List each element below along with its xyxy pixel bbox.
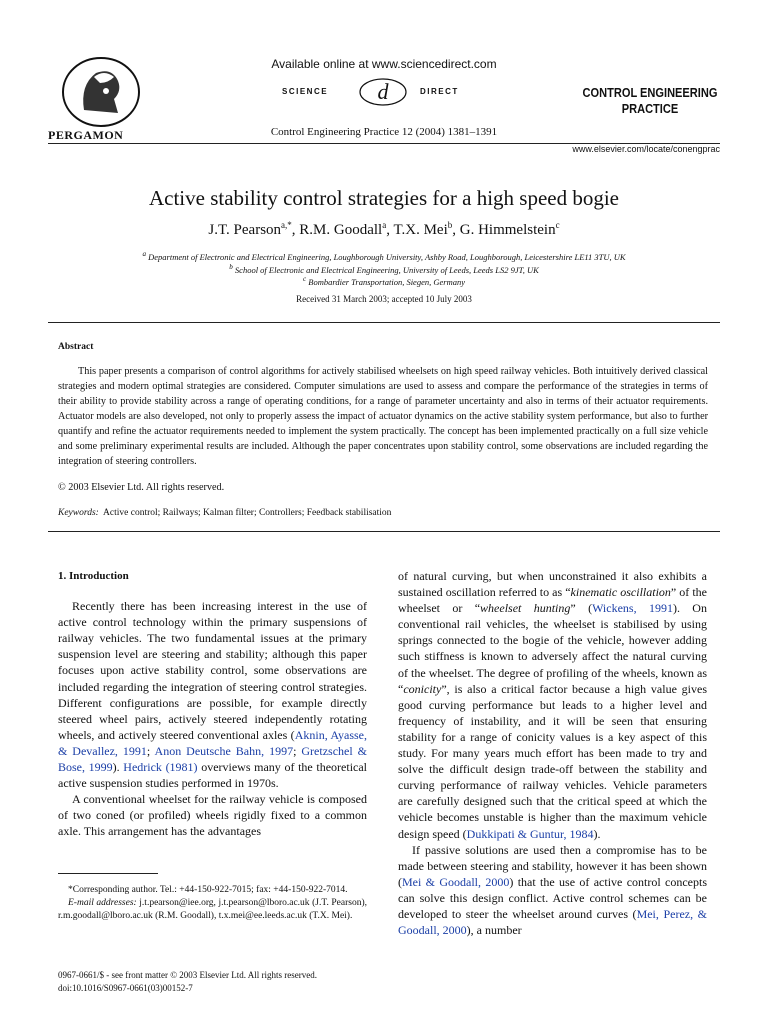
sciencedirect-logo xyxy=(282,77,512,107)
abstract-heading: Abstract xyxy=(58,342,94,352)
keywords-list: Active control; Railways; Kalman filter; Controllers; Feedback stabilisation xyxy=(103,508,392,518)
citation-link[interactable]: Dukkipati & Guntur, 1984 xyxy=(466,826,594,841)
sd-left-text: SCIENCE xyxy=(282,87,329,96)
affiliation-text: Bombardier Transportation, Siegen, Germany xyxy=(308,276,465,287)
email-label: E-mail addresses: xyxy=(68,898,137,908)
author-affil-mark: a,* xyxy=(281,220,292,230)
keywords xyxy=(58,508,391,518)
affiliation-text: School of Electronic and Electrical Engineering, University of Leeds, Leeds LS2 9JT, UK xyxy=(234,264,539,275)
citation-link[interactable]: Mei & Goodall, 2000 xyxy=(402,874,510,889)
journal-logo xyxy=(582,85,718,117)
doi-line[interactable]: doi:10.1016/S0967-0661(03)00152-7 xyxy=(58,983,193,993)
section-heading: 1. Introduction xyxy=(58,570,129,582)
sd-right-text: DIRECT xyxy=(420,87,459,96)
journal-name-line1: CONTROL ENGINEERING xyxy=(582,85,718,100)
received-dates: Received 31 March 2003; accepted 10 July 2003 xyxy=(296,294,472,304)
affiliation xyxy=(0,275,768,287)
affiliation xyxy=(0,263,768,275)
author-list: J.T. Pearson$^{a,*}$, R.M. Goodall$^a$, T.X. Mei$^b$, G. Himmelstein$^c$ xyxy=(208,220,560,238)
author-name[interactable]: G. Himmelstein xyxy=(459,222,556,238)
article-title: Active stability control strategies for a high speed bogie xyxy=(148,186,620,210)
body-paragraph: Recently there has been increasing interest in the use of active control technology within the primary suspensions of railway vehicles. The two fundamental issues at the primary suspension level are steering and stability; although this paper focuses upon active stability control, some observations are included regarding the integration of steering control strategies. Different configurations are possible, for example directly steered wheel pairs, actively steered independently rotating wheels, and actively steered conventional axles (Aknin, Ayasse, & Devallez, 1991; Anon Deutsche Bahn, 1997; Gretzschel & Bose, 1999). Hedrick (1981) overviews many of the theoretical active suspension studies performed in 1970s. xyxy=(58,599,368,791)
publisher-name: PERGAMON xyxy=(48,128,124,142)
citation-link[interactable]: Hedrick (1981) xyxy=(123,760,198,775)
term: conicity xyxy=(403,681,442,696)
footnote xyxy=(58,884,367,923)
front-matter-info xyxy=(58,969,317,995)
journal-name-line2: PRACTICE xyxy=(621,101,679,116)
author-name[interactable]: R.M. Goodall xyxy=(299,222,383,238)
author-affil-mark: a xyxy=(382,220,387,230)
citation-link[interactable]: Wickens, 1991 xyxy=(592,601,673,616)
journal-citation: Control Engineering Practice 12 (2004) 1381–1391 xyxy=(270,126,498,138)
journal-website-link[interactable]: www.elsevier.com/locate/conengprac xyxy=(572,144,720,154)
available-online: Available online at www.sciencedirect.com xyxy=(271,57,497,71)
body-paragraph: A conventional wheelset for the railway vehicle is composed of two coned (or profiled) wheels rigidly fixed to a common axle. This arrangement has the advantages xyxy=(58,792,367,839)
email-addresses[interactable]: j.t.pearson@iee.org, j.t.pearson@lboro.ac.uk (J.T. Pearson), r.m.goodall@lboro.ac.uk (R.M. Goodall), t.x.mei@ee.leeds.ac.uk (T.X. Mei). xyxy=(58,898,368,921)
affiliation-mark: c xyxy=(303,275,307,283)
abstract-text: This paper presents a comparison of control algorithms for actively stabilised wheelsets on high speed railway vehicles. Both intuitively derived classical strategies and modern optimal strategies are considered. Computer simulations are used to assess and compare the performance of the strategies in terms of their ability to provide stability across a range of operating conditions, for a range of parameter uncertainty and also in terms of their actuator requirements. Actuator models are also developed, not only to properly assess the impact of actuator dynamics on the active stability system performance, but also to further quantify and refine the actuator requirements needed to implement the system practically. The concept has been implemented practically on a full size vehicle and some preliminary experimental results are included. Although the paper concentrates upon stability control, some observations are included regarding the integration of steering controllers. xyxy=(58,366,708,467)
affiliation xyxy=(0,250,768,262)
title-rule xyxy=(48,322,720,323)
footnote-rule xyxy=(58,873,158,874)
svg-text:d: d xyxy=(377,79,389,104)
body-paragraph: If passive solutions are used then a compromise has to be made between steering and stability, however it has been shown (Mei & Goodall, 2000) that the use of active control concepts can solve this design conflict. Active control schemes can be developed to steer the wheelset around curves (Mei, Perez, & Goodall, 2000), a number xyxy=(398,842,708,938)
citation-link[interactable]: Mei, Perez, & Goodall, 2000 xyxy=(398,906,708,938)
affiliation-mark: b xyxy=(229,263,233,271)
copyright-line: © 2003 Elsevier Ltd. All rights reserved. xyxy=(58,482,225,493)
author-name[interactable]: J.T. Pearson xyxy=(208,222,282,238)
term: kinematic oscillation xyxy=(570,585,671,600)
citation-link[interactable]: Aknin, Ayasse, & Devallez, 1991 xyxy=(58,727,367,758)
abstract-rule xyxy=(48,531,720,532)
sd-mark-icon xyxy=(358,77,408,107)
citation-link[interactable]: Anon Deutsche Bahn, 1997 xyxy=(154,743,294,758)
right-column xyxy=(398,568,707,938)
keywords-label: Keywords: xyxy=(58,508,99,518)
affiliation-text: Department of Electronic and Electrical Engineering, Loughborough University, Ashby Road, Loughborough, Leicestershire LE11 3TU, UK xyxy=(148,251,626,262)
body-paragraph: of natural curving, but when unconstrained it also exhibits a sustained oscillation referred to as “kinematic oscillation” of the wheelset or “wheelset hunting” (Wickens, 1991). On conventional rail vehicles, the wheelset is stabilised by using springs connected to the bogie of the vehicle, however adding such stiffness is known to adversely affect the natural curving of the wheelset. The degree of profiling of the wheels, known as “conicity”, is also a critical factor because a high value gives good curving performance but leads to a higher level and frequency of instability, and it will be seen that ensuring stability for a range of conicity values is a key aspect of this study. For many years much effort has been made to try and solve the difficult design trade-off between the stability and curving performance of railway vehicles. Vehicle parameters are carefully designed such that the critical speed at which the vehicle becomes unstable is higher than the maximum vehicle design speed (Dukkipati & Guntur, 1984). xyxy=(398,569,708,841)
affiliation-mark: a xyxy=(142,250,146,258)
issn-line: 0967-0661/$ - see front matter © 2003 Elsevier Ltd. All rights reserved. xyxy=(58,970,318,980)
corresponding-author: *Corresponding author. Tel.: +44-150-922-7015; fax: +44-150-922-7014. xyxy=(68,885,348,895)
left-column xyxy=(58,568,367,840)
term: wheelset hunting xyxy=(480,601,571,616)
author-affil-mark: c xyxy=(555,220,560,230)
author-name[interactable]: T.X. Mei xyxy=(393,222,448,238)
citation-link[interactable]: Gretzschel & Bose, 1999 xyxy=(58,743,367,775)
author-affil-mark: b xyxy=(447,220,453,230)
